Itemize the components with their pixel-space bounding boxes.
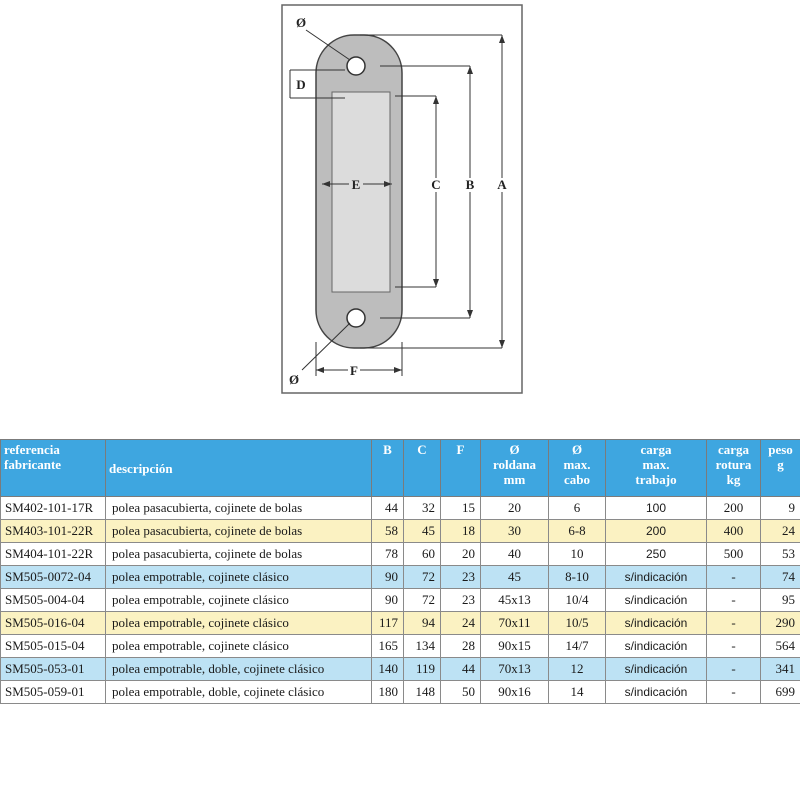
- header-roldana: Ø roldana mm: [481, 440, 549, 497]
- cell-carga-rotura: -: [707, 589, 761, 612]
- cell-carga-trabajo: s/indicación: [606, 635, 707, 658]
- label-f: F: [350, 363, 358, 378]
- cell-roldana: 70x11: [481, 612, 549, 635]
- cell-b: 90: [372, 589, 404, 612]
- cell-b: 117: [372, 612, 404, 635]
- cell-roldana: 40: [481, 543, 549, 566]
- cell-f: 23: [441, 589, 481, 612]
- cell-carga-trabajo: 200: [606, 520, 707, 543]
- cell-referencia: SM505-0072-04: [1, 566, 106, 589]
- cell-c: 119: [404, 658, 441, 681]
- cell-carga-trabajo: s/indicación: [606, 589, 707, 612]
- cell-c: 32: [404, 497, 441, 520]
- cell-f: 28: [441, 635, 481, 658]
- cell-roldana: 90x16: [481, 681, 549, 704]
- cell-c: 72: [404, 566, 441, 589]
- cell-cabo: 10: [549, 543, 606, 566]
- cell-descripcion: polea pasacubierta, cojinete de bolas: [106, 520, 372, 543]
- cell-c: 148: [404, 681, 441, 704]
- table-row: [1, 658, 800, 681]
- cell-referencia: SM404-101-22R: [1, 543, 106, 566]
- table-row: [1, 612, 800, 635]
- cell-roldana: 90x15: [481, 635, 549, 658]
- label-phi-bottom: Ø: [288, 372, 300, 387]
- pulley-slot: [332, 92, 390, 292]
- cell-b: 180: [372, 681, 404, 704]
- cell-descripcion: polea pasacubierta, cojinete de bolas: [106, 497, 372, 520]
- cell-carga-rotura: -: [707, 635, 761, 658]
- cell-descripcion: polea pasacubierta, cojinete de bolas: [106, 543, 372, 566]
- cell-referencia: SM505-053-01: [1, 658, 106, 681]
- cell-carga-rotura: -: [707, 566, 761, 589]
- table-row: [1, 497, 800, 520]
- table-row: [1, 566, 800, 589]
- table-header-row: [1, 440, 800, 497]
- header-cabo: Ø max. cabo: [549, 440, 606, 497]
- cell-carga-trabajo: s/indicación: [606, 681, 707, 704]
- cell-b: 90: [372, 566, 404, 589]
- cell-carga-rotura: -: [707, 681, 761, 704]
- cell-carga-trabajo: s/indicación: [606, 612, 707, 635]
- label-e: E: [351, 177, 361, 192]
- cell-cabo: 6-8: [549, 520, 606, 543]
- cell-b: 78: [372, 543, 404, 566]
- label-b: B: [465, 177, 475, 192]
- cell-b: 44: [372, 497, 404, 520]
- cell-peso: 9: [761, 497, 800, 520]
- cell-peso: 564: [761, 635, 800, 658]
- table-row: [1, 543, 800, 566]
- spec-table: [0, 439, 800, 704]
- cell-peso: 74: [761, 566, 800, 589]
- cell-cabo: 14/7: [549, 635, 606, 658]
- cell-cabo: 12: [549, 658, 606, 681]
- table-row: [1, 681, 800, 704]
- cell-roldana: 45x13: [481, 589, 549, 612]
- label-c: C: [431, 177, 441, 192]
- table-row: [1, 520, 800, 543]
- header-carga-trabajo: carga max. trabajo: [606, 440, 707, 497]
- cell-carga-rotura: 500: [707, 543, 761, 566]
- cell-roldana: 30: [481, 520, 549, 543]
- cell-referencia: SM402-101-17R: [1, 497, 106, 520]
- header-c: C: [404, 440, 441, 497]
- cell-roldana: 45: [481, 566, 549, 589]
- header-descripcion: descripción: [106, 440, 372, 497]
- cell-c: 134: [404, 635, 441, 658]
- cell-f: 50: [441, 681, 481, 704]
- cell-f: 23: [441, 566, 481, 589]
- cell-c: 45: [404, 520, 441, 543]
- cell-f: 20: [441, 543, 481, 566]
- cell-peso: 341: [761, 658, 800, 681]
- cell-peso: 53: [761, 543, 800, 566]
- table-row: [1, 635, 800, 658]
- cell-referencia: SM403-101-22R: [1, 520, 106, 543]
- cell-c: 60: [404, 543, 441, 566]
- header-peso: peso g: [761, 440, 800, 497]
- cell-carga-rotura: 200: [707, 497, 761, 520]
- cell-carga-trabajo: 250: [606, 543, 707, 566]
- cell-peso: 95: [761, 589, 800, 612]
- cell-cabo: 6: [549, 497, 606, 520]
- cell-carga-trabajo: s/indicación: [606, 566, 707, 589]
- cell-b: 140: [372, 658, 404, 681]
- label-d: D: [296, 77, 306, 92]
- label-phi-top: Ø: [295, 15, 307, 30]
- cell-carga-rotura: 400: [707, 520, 761, 543]
- cell-roldana: 20: [481, 497, 549, 520]
- cell-descripcion: polea empotrable, cojinete clásico: [106, 635, 372, 658]
- bottom-hole: [347, 309, 365, 327]
- cell-referencia: SM505-016-04: [1, 612, 106, 635]
- header-referencia: referencia fabricante: [1, 440, 106, 497]
- cell-referencia: SM505-004-04: [1, 589, 106, 612]
- cell-cabo: 10/4: [549, 589, 606, 612]
- header-carga-rotura: carga rotura kg: [707, 440, 761, 497]
- cell-peso: 24: [761, 520, 800, 543]
- cell-carga-rotura: -: [707, 658, 761, 681]
- cell-descripcion: polea empotrable, cojinete clásico: [106, 566, 372, 589]
- cell-f: 44: [441, 658, 481, 681]
- cell-descripcion: polea empotrable, cojinete clásico: [106, 589, 372, 612]
- header-b: B: [372, 440, 404, 497]
- cell-referencia: SM505-015-04: [1, 635, 106, 658]
- table-row: [1, 589, 800, 612]
- cell-cabo: 14: [549, 681, 606, 704]
- cell-f: 24: [441, 612, 481, 635]
- cell-f: 15: [441, 497, 481, 520]
- label-a: A: [497, 177, 507, 192]
- cell-cabo: 8-10: [549, 566, 606, 589]
- cell-descripcion: polea empotrable, doble, cojinete clásico: [106, 658, 372, 681]
- cell-descripcion: polea empotrable, cojinete clásico: [106, 612, 372, 635]
- cell-descripcion: polea empotrable, doble, cojinete clásico: [106, 681, 372, 704]
- cell-carga-trabajo: 100: [606, 497, 707, 520]
- cell-referencia: SM505-059-01: [1, 681, 106, 704]
- cell-roldana: 70x13: [481, 658, 549, 681]
- header-f: F: [441, 440, 481, 497]
- cell-b: 165: [372, 635, 404, 658]
- cell-carga-trabajo: s/indicación: [606, 658, 707, 681]
- cell-peso: 699: [761, 681, 800, 704]
- cell-f: 18: [441, 520, 481, 543]
- cell-peso: 290: [761, 612, 800, 635]
- cell-cabo: 10/5: [549, 612, 606, 635]
- cell-c: 72: [404, 589, 441, 612]
- cell-c: 94: [404, 612, 441, 635]
- cell-carga-rotura: -: [707, 612, 761, 635]
- cell-b: 58: [372, 520, 404, 543]
